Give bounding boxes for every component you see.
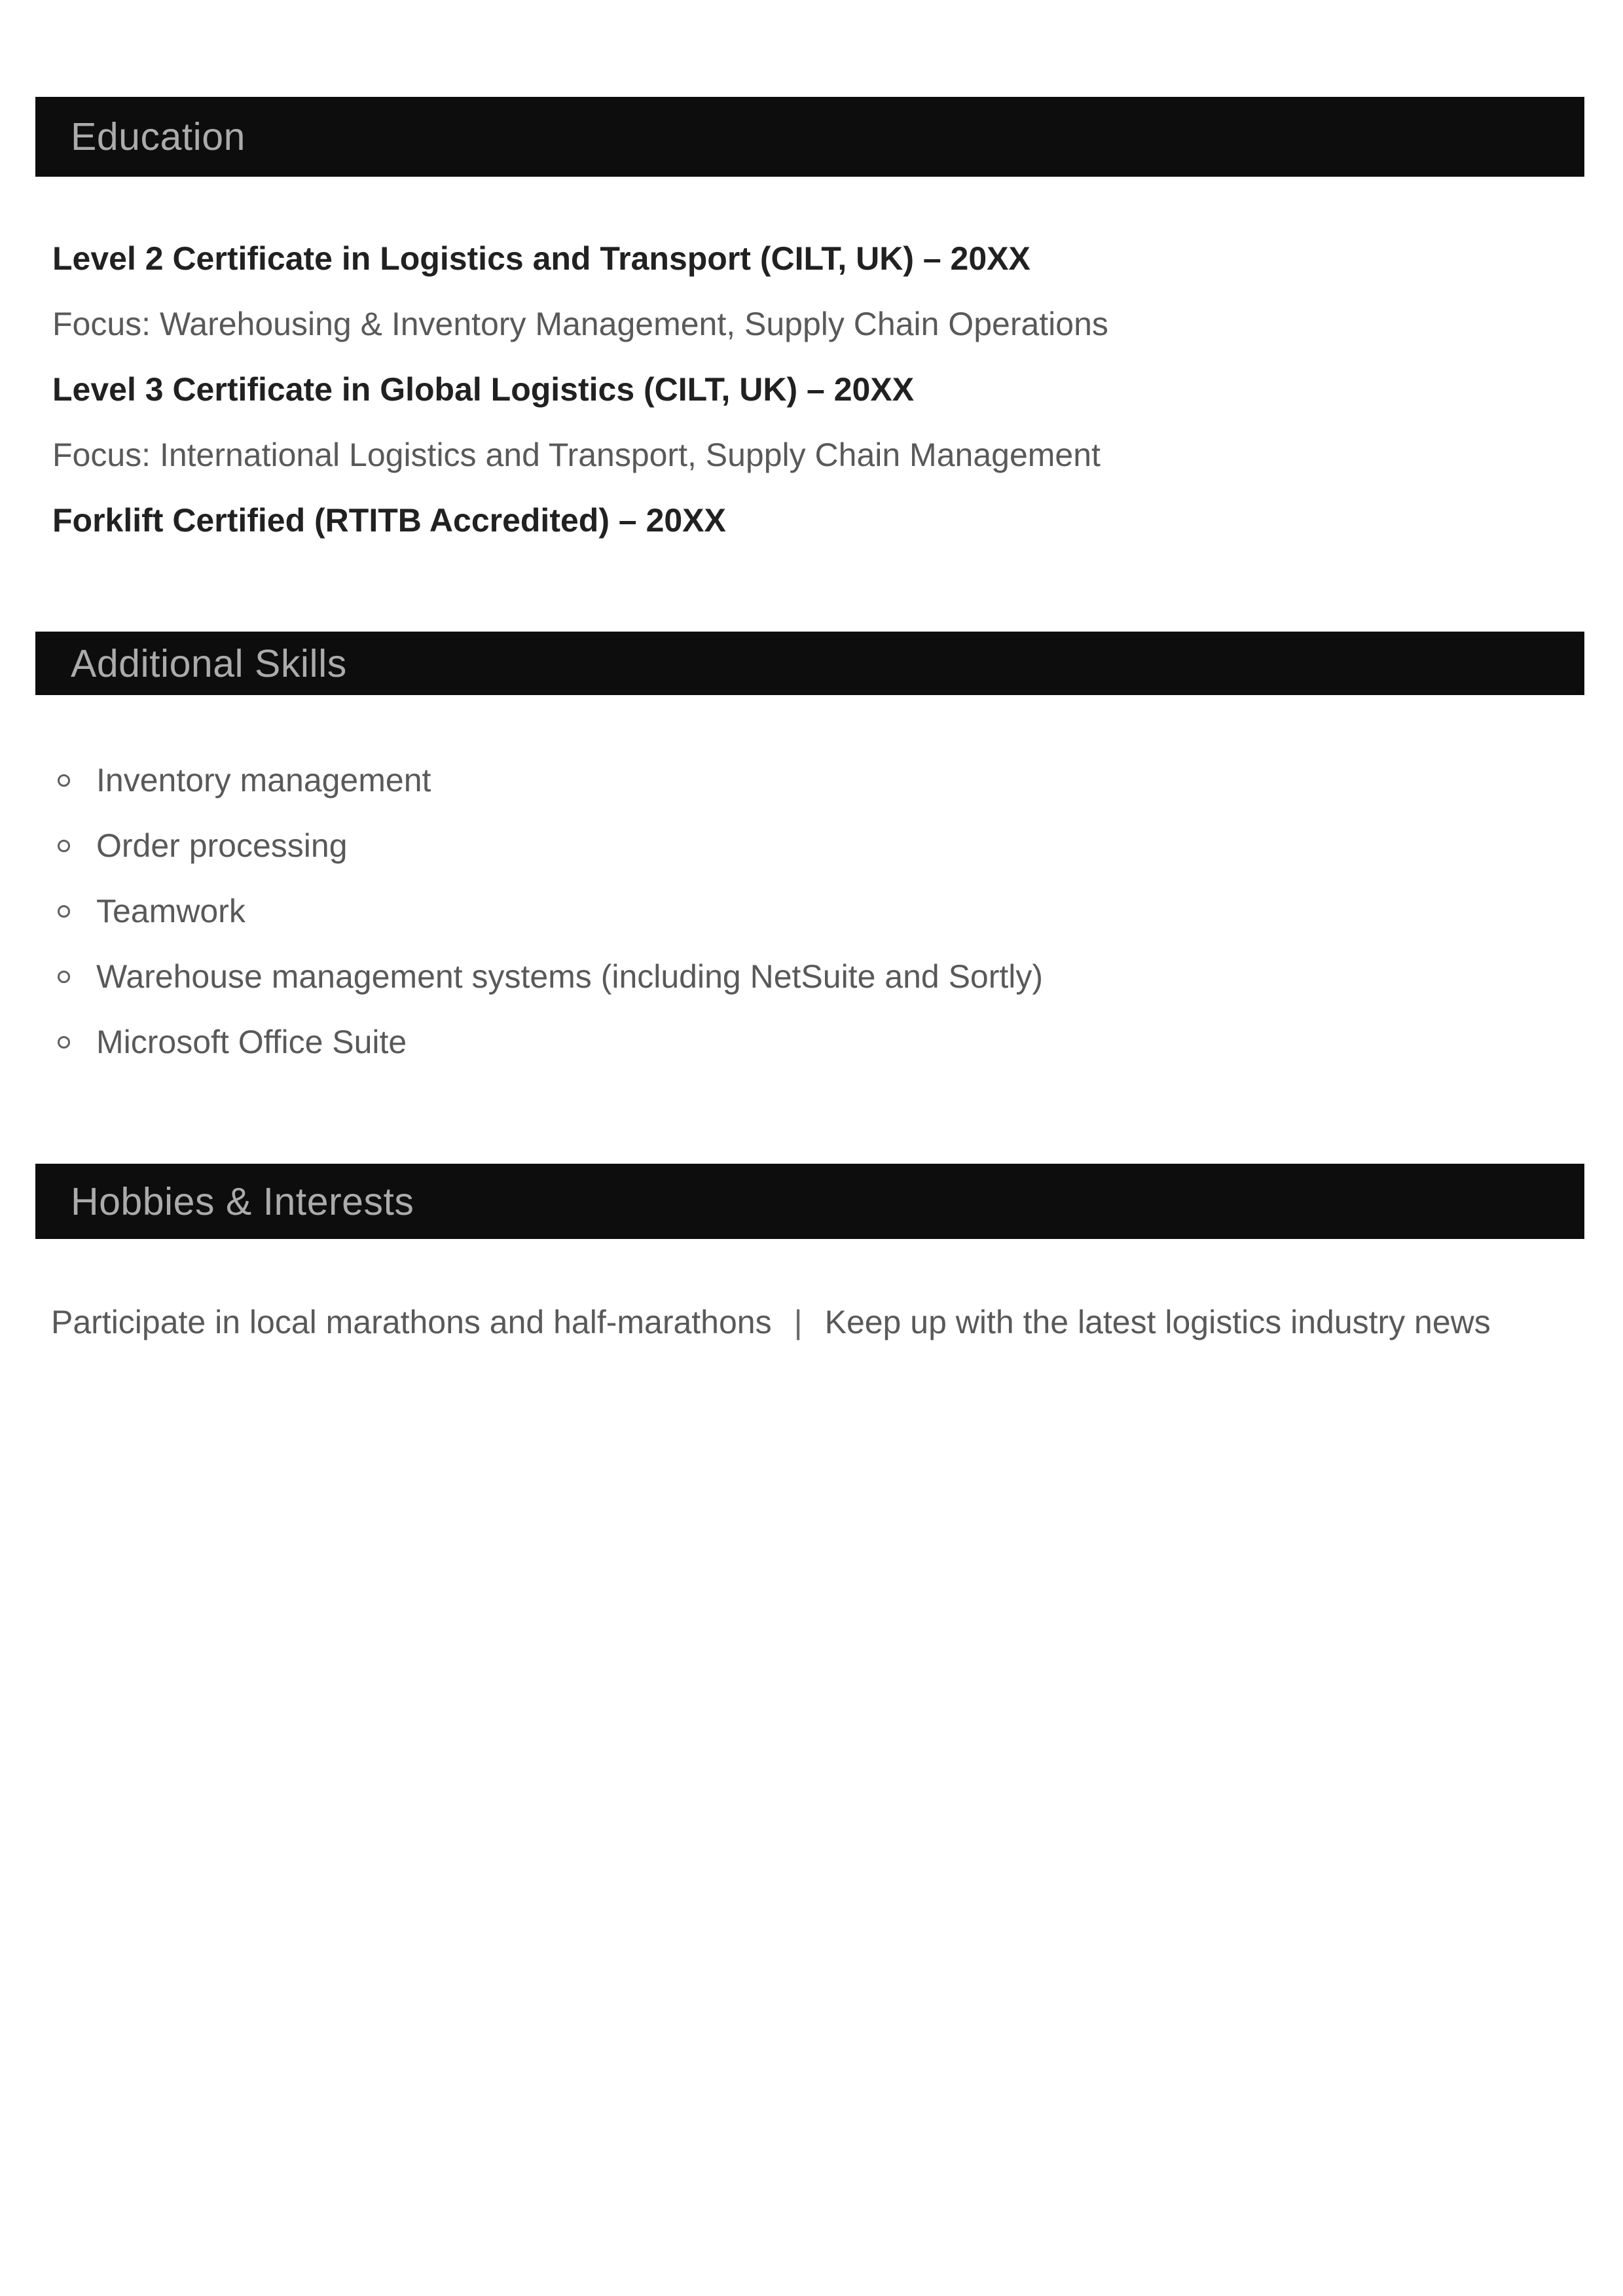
additional-skills-section-title: Additional Skills [71,641,347,685]
education-entry-title: Forklift Certified (RTITB Accredited) – 20XX [52,502,726,539]
education-entry-focus: Focus: Warehousing & Inventory Management, Supply Chain Operations [52,306,1108,342]
skills-list [58,747,1043,1075]
additional-skills-section-header [35,632,1584,695]
skill-item-label: Order processing [96,827,348,864]
skill-item [58,813,1043,878]
education-section-header [35,97,1584,177]
skill-item-label: Inventory management [96,762,431,798]
circle-bullet-icon [58,840,70,852]
circle-bullet-icon [58,971,70,983]
circle-bullet-icon [58,1036,70,1049]
hobby-item: Keep up with the latest logistics industry news [824,1304,1491,1340]
skill-item-label: Microsoft Office Suite [96,1024,407,1060]
education-entries [52,226,1108,553]
skill-item [58,747,1043,813]
circle-bullet-icon [58,774,70,787]
hobbies-text [51,1289,1491,1355]
skill-item [58,944,1043,1009]
hobby-item: Participate in local marathons and half-marathons [51,1304,772,1340]
education-entry-title: Level 2 Certificate in Logistics and Transport (CILT, UK) – 20XX [52,240,1030,277]
skill-item-label: Warehouse management systems (including NetSuite and Sortly) [96,958,1044,995]
skill-item [58,1009,1043,1075]
skill-item-label: Teamwork [96,893,246,929]
education-entry-title: Level 3 Certificate in Global Logistics (CILT, UK) – 20XX [52,371,915,408]
circle-bullet-icon [58,905,70,918]
hobbies-section-title: Hobbies & Interests [71,1179,414,1223]
education-entry-focus: Focus: International Logistics and Transport, Supply Chain Management [52,437,1101,473]
hobbies-section-header [35,1164,1584,1239]
hobby-separator: | [793,1304,803,1340]
skill-item [58,878,1043,944]
education-section-title: Education [71,115,246,158]
